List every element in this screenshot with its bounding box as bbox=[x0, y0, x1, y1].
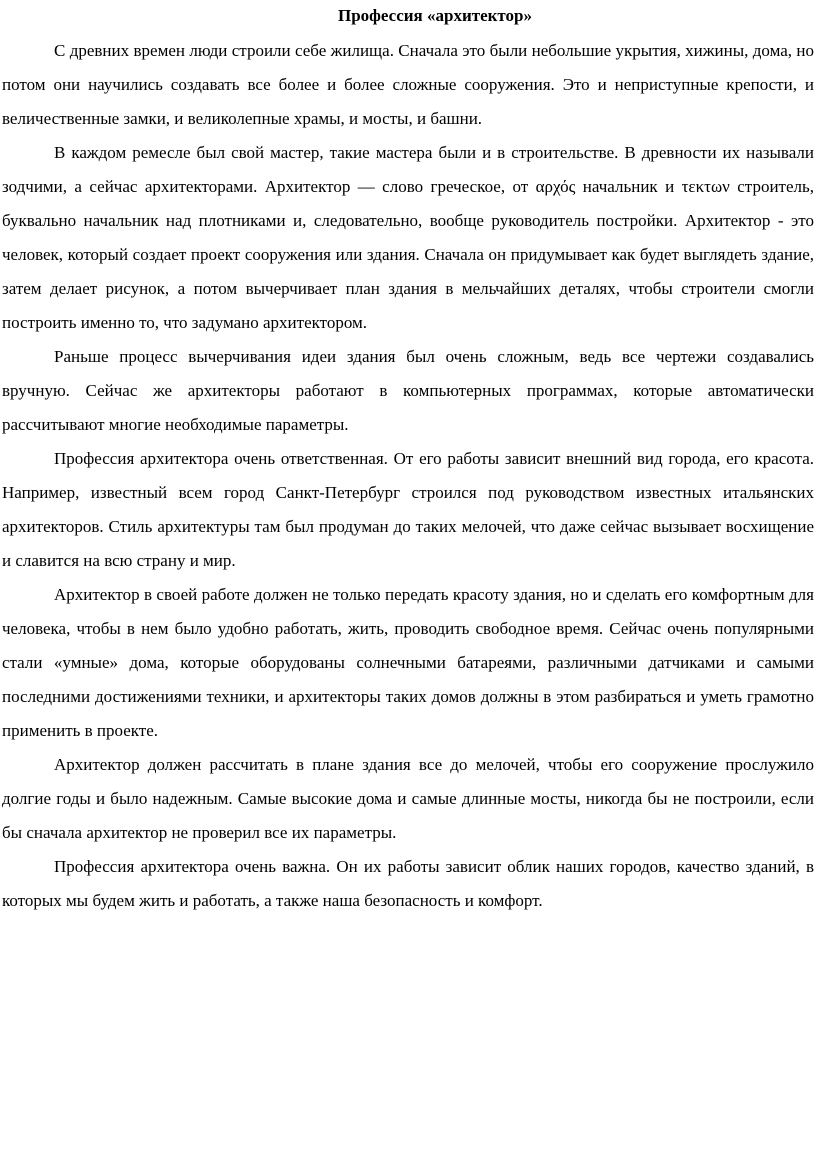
paragraph-responsibility: Профессия архитектора очень ответственная. От его работы зависит внешний вид города, его красота. Например, известный всем город Санкт-Петербург строился под руководством известных итальянских архитекторов. Стиль архитектуры там был продуман до таких мелочей, что даже сейчас вызывает восхищение и славится на всю страну и мир. bbox=[2, 449, 814, 570]
paragraph-reliability: Архитектор должен рассчитать в плане здания все до мелочей, чтобы его сооружение прослужило долгие годы и было надежным. Самые высокие дома и самые длинные мосты, никогда бы не построили, если бы сначала архитектор не проверил все их параметры. bbox=[2, 755, 814, 842]
paragraph-importance: Профессия архитектора очень важна. Он их работы зависит облик наших городов, качество зданий, в которых мы будем жить и работать, а также наша безопасность и комфорт. bbox=[2, 857, 814, 910]
document-title: Профессия «архитектор» bbox=[337, 6, 533, 25]
paragraph-architect-definition: В каждом ремесле был свой мастер, такие мастера были и в строительстве. В древности их называли зодчими, а сейчас архитекторами. Архитектор — слово греческое, от αρχός начальник и τεκτων строитель, буквально начальник над плотниками и, следовательно, вообще руководитель постройки. Архитектор - это человек, который создает проект сооружения или здания. Сначала он придумывает как будет выглядеть здание, затем делает рисунок, а потом вычерчивает план здания в мельчайших деталях, чтобы строители смогли построить именно то, что задумано архитектором. bbox=[2, 143, 814, 332]
paragraph-drawing-process: Раньше процесс вычерчивания идеи здания был очень сложным, ведь все чертежи создавались вручную. Сейчас же архитекторы работают в компьютерных программах, которые автоматически рассчитывают многие необходимые параметры. bbox=[2, 347, 814, 434]
paragraph-ancient-dwellings: С древних времен люди строили себе жилища. Сначала это были небольшие укрытия, хижины, дома, но потом они научились создавать все более и более сложные сооружения. Это и неприступные крепости, и величественные замки, и великолепные храмы, и мосты, и башни. bbox=[2, 41, 814, 128]
paragraph-comfort-smart-homes: Архитектор в своей работе должен не только передать красоту здания, но и сделать его комфортным для человека, чтобы в нем было удобно работать, жить, проводить свободное время. Сейчас очень популярными стали «умные» дома, которые оборудованы солнечными батареями, различными датчиками и самыми последними достижениями техники, и архитекторы таких домов должны в этом разбираться и уметь грамотно применить в проекте. bbox=[2, 585, 814, 740]
